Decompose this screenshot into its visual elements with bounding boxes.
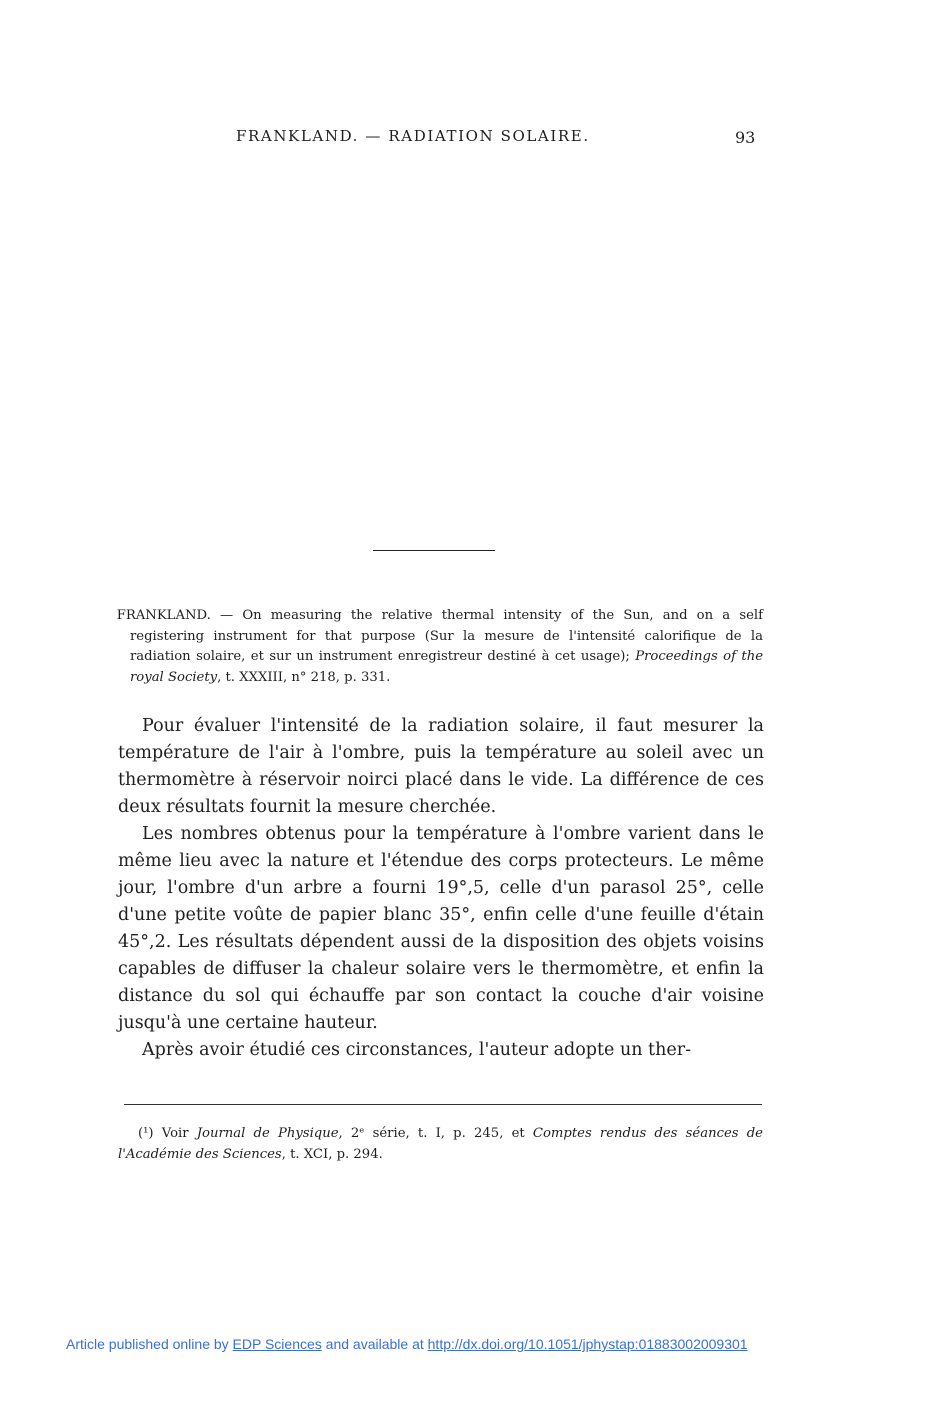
section-divider (373, 550, 495, 551)
publisher-link[interactable]: EDP Sciences (232, 1336, 322, 1352)
footnote-marker: (¹) (138, 1126, 154, 1141)
footnote-rule (124, 1104, 762, 1105)
reference-journal: Proceedings of the royal Society (130, 649, 763, 685)
reference-author: FRANKLAND. (116, 608, 211, 623)
footnote-journal-2: Comptes rendus des séances de l'Académie des Sciences (118, 1126, 763, 1162)
footnote (118, 1124, 763, 1165)
body-paragraph: Les nombres obtenus pour la température à l'ombre varient dans le même lieu avec la nature et l'étendue des corps protecteurs. Le même jour, l'ombre d'un arbre a fourni 19°,5, celle d'un parasol 25°, celle d'une petite voûte de papier blanc 35°, enfin celle d'une feuille d'étain 45°,2. Les résultats dépendent aussi de la disposition des objets voisins capables de diffuser la chaleur solaire vers le thermomètre, et enfin la distance du sol qui échauffe par son contact la couche d'air voisine jusqu'à une certaine hauteur. (118, 824, 764, 1033)
article-body (118, 713, 764, 1064)
body-paragraph: Pour évaluer l'intensité de la radiation solaire, il faut mesurer la température de l'air à l'ombre, puis la température au soleil avec un thermomètre à réservoir noirci placé dans le vide. La différence de ces deux résultats fournit la mesure cherchée. (118, 716, 764, 817)
bibliographic-reference (118, 606, 763, 688)
footnote-journal-1: Journal de Physique (196, 1126, 339, 1141)
reference-entry (118, 606, 763, 688)
body-paragraph: Après avoir étudié ces circonstances, l'auteur adopte un ther- (142, 1040, 691, 1060)
reference-text: — On measuring the relative thermal intensity of the Sun, and on a self registering instrument for that purpose (Sur la mesure de l'intensité calorifique de la radiation solaire, et sur un instrument enregistreur destiné à cet usage); (130, 608, 763, 664)
doi-link[interactable]: http://dx.doi.org/10.1051/jphystap:01883002009301 (427, 1336, 748, 1352)
page-number: 93 (735, 128, 756, 147)
reference-citation: , t. XXXIII, n° 218, p. 331. (217, 669, 391, 685)
publisher-notice: Article published online by EDP Sciences and available at http://dx.doi.org/10.1051/jphystap:01883002009301 (66, 1336, 748, 1352)
running-title: FRANKLAND. — RADIATION SOLAIRE. (236, 127, 590, 145)
footnote-text: (¹) Voir Journal de Physique, 2ᵉ série, t. I, p. 245, et Comptes rendus des séances de l'Académie des Sciences, t. XCI, p. 294. (118, 1126, 763, 1162)
